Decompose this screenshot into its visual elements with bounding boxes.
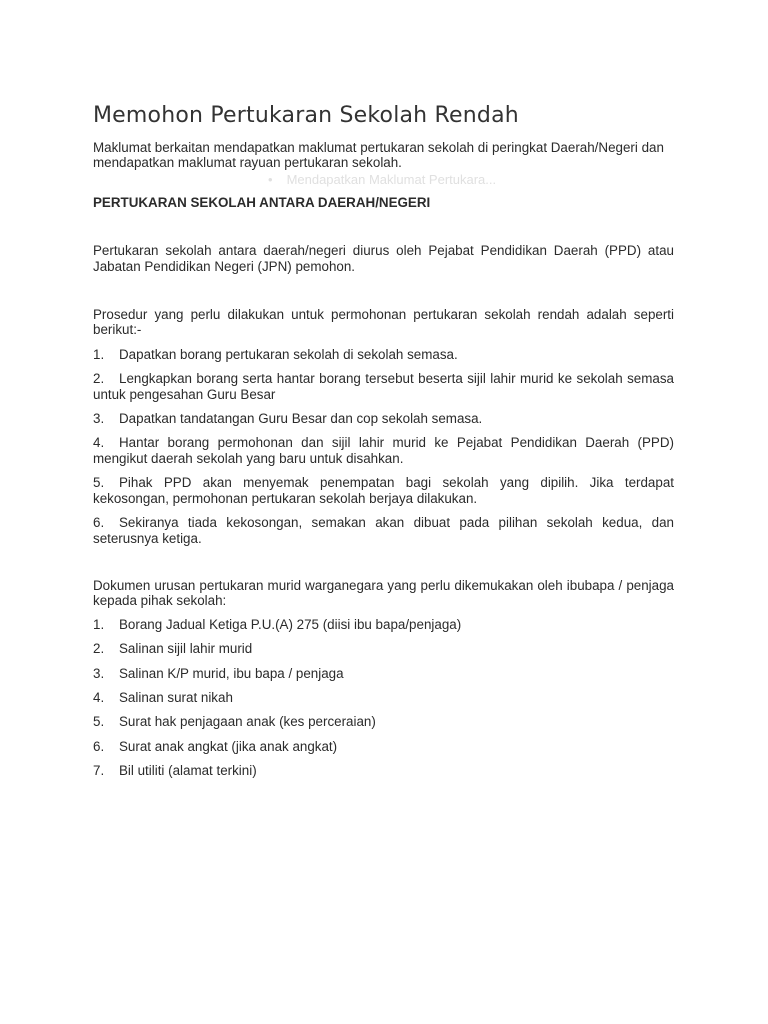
document-item — [93, 641, 674, 665]
document-item — [93, 666, 674, 690]
document-item — [93, 690, 674, 714]
procedure-step — [93, 411, 674, 426]
documents-paragraph: Dokumen urusan pertukaran murid warganegara yang perlu dikemukakan oleh ibubapa / penjaga kepada pihak sekolah: — [93, 577, 674, 609]
document-number: 5. — [93, 714, 105, 730]
document-text: Salinan K/P murid, ibu bapa / penjaga — [119, 665, 344, 681]
document-number: 6. — [93, 738, 105, 754]
ppd-paragraph: Pertukaran sekolah antara daerah/negeri diurus oleh Pejabat Pendidikan Daerah (PPD) atau Jabatan Pendidikan Negeri (JPN) pemohon. — [93, 243, 674, 274]
procedure-step — [93, 347, 674, 362]
procedure-paragraph: Prosedur yang perlu dilakukan untuk permohonan pertukaran sekolah rendah adalah seperti berikut:- — [93, 307, 674, 338]
procedure-step — [93, 515, 674, 546]
documents-list — [93, 617, 674, 788]
document-number: 1. — [93, 616, 105, 632]
step-text: Lengkapkan borang serta hantar borang tersebut beserta sijil lahir murid ke sekolah semasa untuk pengesahan Guru Besar — [93, 371, 674, 402]
toc-link[interactable] — [268, 172, 674, 187]
document-item — [93, 763, 674, 787]
document-item — [93, 714, 674, 738]
document-item — [93, 739, 674, 763]
document-text: Surat hak penjagaan anak (kes perceraian) — [119, 714, 376, 730]
page-title: Memohon Pertukaran Sekolah Rendah — [93, 103, 519, 128]
step-text: Sekiranya tiada kekosongan, semakan akan dibuat pada pilihan sekolah kedua, dan seterusnya ketiga. — [93, 515, 674, 546]
step-number: 1. — [93, 346, 105, 362]
document-body — [93, 140, 674, 787]
step-text: Dapatkan tandatangan Guru Besar dan cop sekolah semasa. — [119, 411, 483, 427]
document-text: Salinan sijil lahir murid — [119, 641, 253, 657]
step-text: Pihak PPD akan menyemak penempatan bagi sekolah yang dipilih. Jika terdapat kekosongan, permohonan pertukaran sekolah berjaya dilakukan. — [93, 475, 674, 506]
document-number: 4. — [93, 689, 105, 705]
procedure-steps-list — [93, 347, 674, 546]
document-text: Borang Jadual Ketiga P.U.(A) 275 (diisi ibu bapa/penjaga) — [119, 616, 462, 632]
procedure-step — [93, 435, 674, 466]
procedure-step — [93, 475, 674, 506]
step-text: Dapatkan borang pertukaran sekolah di sekolah semasa. — [119, 346, 458, 362]
document-number: 7. — [93, 763, 105, 779]
intro-paragraph: Maklumat berkaitan mendapatkan maklumat pertukaran sekolah di peringkat Daerah/Negeri dan mendapatkan maklumat rayuan pertukaran sekolah. — [93, 140, 664, 171]
step-text: Hantar borang permohonan dan sijil lahir murid ke Pejabat Pendidikan Daerah (PPD) mengikut daerah sekolah yang baru untuk disahkan. — [93, 435, 674, 466]
document-text: Salinan surat nikah — [119, 689, 233, 705]
document-number: 2. — [93, 641, 105, 657]
step-number: 6. — [93, 515, 105, 531]
step-number: 2. — [93, 371, 105, 387]
step-number: 4. — [93, 435, 105, 451]
document-text: Bil utiliti (alamat terkini) — [119, 763, 257, 779]
section-heading: PERTUKARAN SEKOLAH ANTARA DAERAH/NEGERI — [93, 194, 431, 210]
toc-link-text: Mendapatkan Maklumat Pertukara... — [286, 171, 497, 187]
procedure-step — [93, 371, 674, 402]
document-number: 3. — [93, 665, 105, 681]
step-number: 5. — [93, 475, 105, 491]
document-text: Surat anak angkat (jika anak angkat) — [119, 738, 338, 754]
bullet-icon: • — [268, 171, 273, 187]
document-item — [93, 617, 674, 641]
step-number: 3. — [93, 411, 105, 427]
